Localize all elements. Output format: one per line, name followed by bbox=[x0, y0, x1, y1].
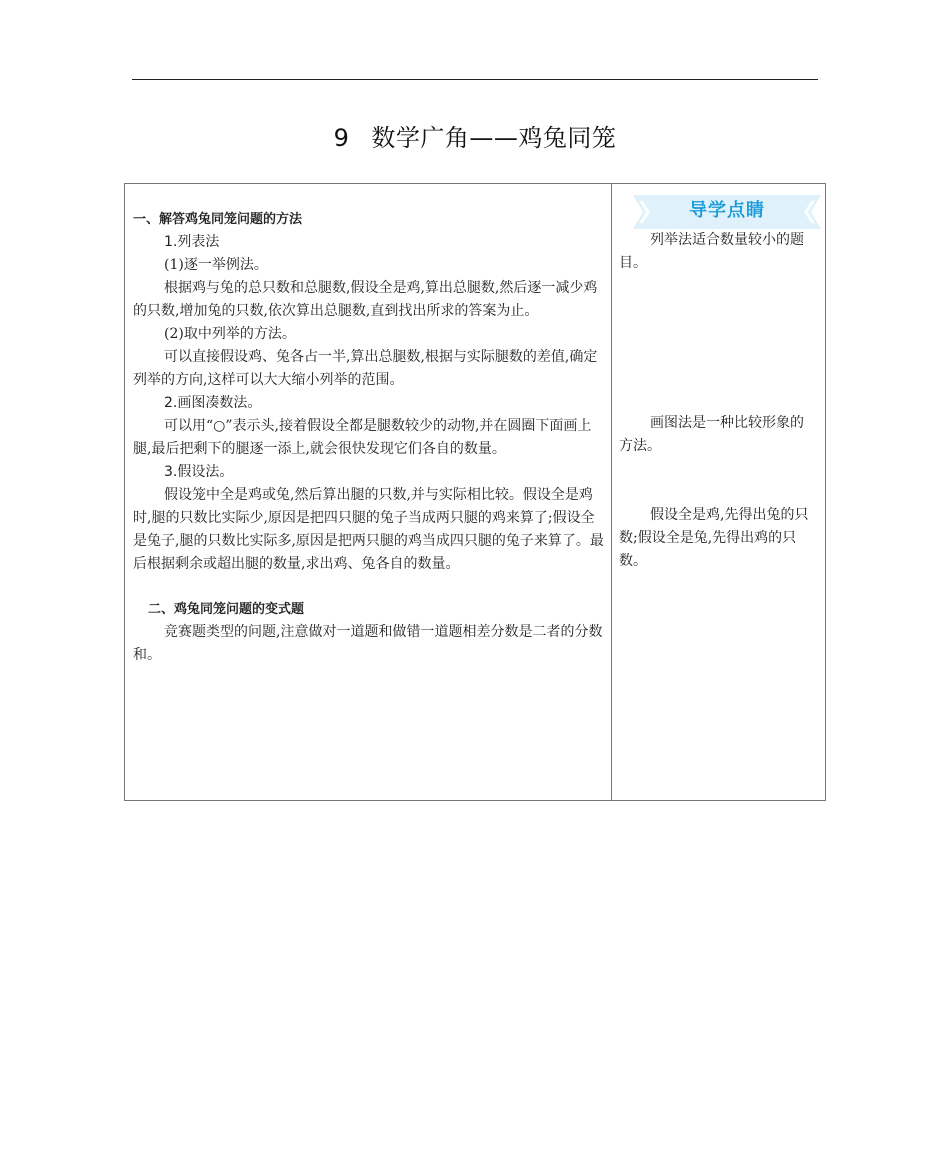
method-list-label: 1.列表法 bbox=[164, 234, 220, 250]
page-title bbox=[0, 118, 950, 153]
banner-label: 导学点睛 bbox=[689, 200, 765, 221]
method-middle-label: (2)取中列举的方法。 bbox=[164, 326, 296, 342]
header-rule bbox=[132, 79, 818, 80]
method-assume-label: 3.假设法。 bbox=[164, 464, 234, 480]
content-table bbox=[124, 183, 826, 801]
method-middle-text: 可以直接假设鸡、兔各占一半,算出总腿数,根据与实际腿数的差值,确定列举的方向,这样可以大大缩小列举的范围。 bbox=[133, 349, 598, 388]
method-enumerate-text: 根据鸡与兔的总只数和总腿数,假设全是鸡,算出总腿数,然后逐一减少鸡的只数,增加兔的只数,依次算出总腿数,直到找出所求的答案为止。 bbox=[133, 280, 598, 319]
main-column bbox=[133, 208, 605, 667]
variant-text: 竞赛题类型的问题,注意做对一道题和做错一道题相差分数是二者的分数和。 bbox=[133, 624, 603, 663]
sidebar-note-enumerate: 列举法适合数量较小的题目。 bbox=[619, 232, 804, 271]
chapter-title: 数学广角——鸡兔同笼 bbox=[371, 124, 617, 152]
method-enumerate-label: (1)逐一举例法。 bbox=[164, 257, 268, 273]
guide-banner bbox=[633, 195, 821, 229]
section-heading-methods: 一、解答鸡兔同笼问题的方法 bbox=[133, 212, 303, 227]
method-drawing-label: 2.画图凑数法。 bbox=[164, 395, 262, 411]
chapter-number: 9 bbox=[333, 124, 350, 152]
section-heading-variants: 二、鸡兔同笼问题的变式题 bbox=[148, 602, 305, 617]
method-drawing-text: 可以用“○”表示头,接着假设全都是腿数较少的动物,并在圆圈下面画上腿,最后把剩下的腿逐一添上,就会很快发现它们各自的数量。 bbox=[133, 418, 592, 457]
sidebar-note-assume: 假设全是鸡,先得出兔的只数;假设全是兔,先得出鸡的只数。 bbox=[619, 507, 809, 569]
column-divider bbox=[611, 184, 612, 800]
method-assume-text: 假设笼中全是鸡或兔,然后算出腿的只数,并与实际相比较。假设全是鸡时,腿的只数比实际少,原因是把四只腿的兔子当成两只腿的鸡来算了;假设全是兔子,腿的只数比实际多,原因是把两只腿的鸡当成四只腿的兔子来算了。最后根据剩余或超出腿的数量,求出鸡、兔各自的数量。 bbox=[133, 487, 604, 572]
sidebar-note-drawing: 画图法是一种比较形象的方法。 bbox=[619, 415, 804, 454]
